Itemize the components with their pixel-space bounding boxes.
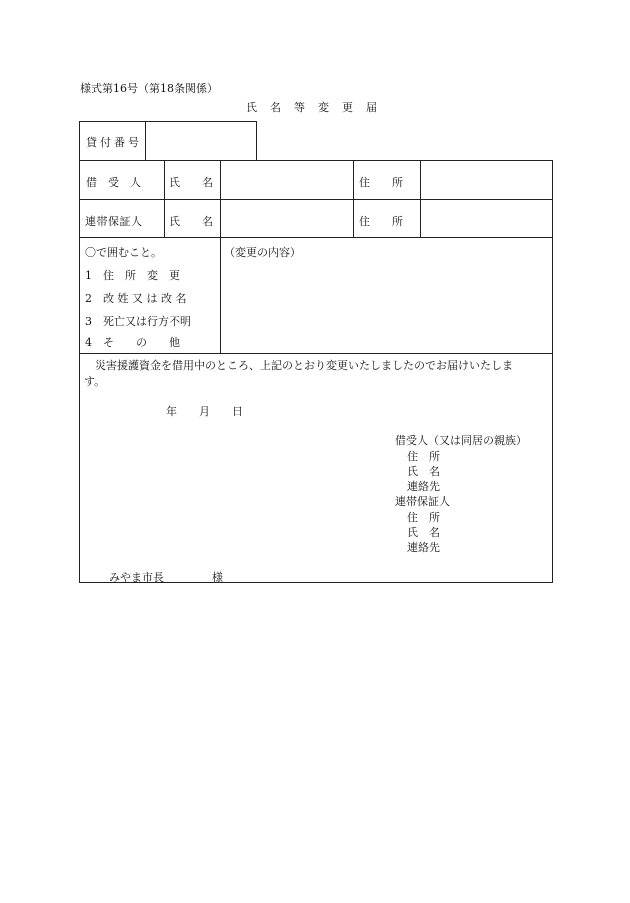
statement-line-1: 災害援護資金を借用中のところ、上記のとおり変更いたしましたのでお届けいたしま xyxy=(84,359,513,372)
option-address-change[interactable]: 1 住 所 変 更 xyxy=(85,269,180,282)
guarantor-name-field[interactable] xyxy=(222,201,352,236)
page-title: 氏 名 等 変 更 届 xyxy=(246,101,378,114)
option-name-change[interactable]: 2 改 姓 又 は 改 名 xyxy=(85,292,187,305)
borrower-address-field[interactable] xyxy=(422,162,551,198)
guarantor-label: 連帯保証人 xyxy=(85,215,143,228)
guarantor-heading: 連帯保証人 xyxy=(395,495,450,508)
circle-instruction: 〇で囲むこと。 xyxy=(85,246,162,259)
borrower-address-label: 住 所 xyxy=(359,176,403,189)
borrower-name-label: 氏 名 xyxy=(169,176,213,189)
addressee: みやま市長 xyxy=(109,571,164,584)
borrower-label: 借 受 人 xyxy=(86,176,141,189)
honorific: 様 xyxy=(212,571,223,584)
change-content-field[interactable] xyxy=(222,258,551,352)
loan-number-label: 貸付番号 xyxy=(86,136,142,149)
borrower-sign-name: 氏 名 xyxy=(407,465,440,478)
loan-number-field[interactable] xyxy=(147,123,255,160)
change-content-label: （変更の内容） xyxy=(224,246,301,259)
form-number: 様式第16号（第18条関係） xyxy=(80,82,218,95)
borrower-sign-contact: 連絡先 xyxy=(407,480,440,493)
guarantor-sign-contact: 連絡先 xyxy=(407,541,440,554)
guarantor-name-label: 氏 名 xyxy=(169,215,213,228)
statement-line-2: す。 xyxy=(84,375,106,388)
guarantor-address-label: 住 所 xyxy=(359,215,403,228)
guarantor-address-field[interactable] xyxy=(422,201,551,236)
date-line: 年 月 日 xyxy=(166,405,243,418)
borrower-name-field[interactable] xyxy=(222,162,352,198)
borrower-sign-address: 住 所 xyxy=(407,450,440,463)
option-death-missing[interactable]: 3 死亡又は行方不明 xyxy=(85,315,191,328)
option-other[interactable]: 4 そ の 他 xyxy=(85,336,180,349)
borrower-heading: 借受人（又は同居の親族） xyxy=(395,434,527,447)
guarantor-sign-name: 氏 名 xyxy=(407,526,440,539)
guarantor-sign-address: 住 所 xyxy=(407,511,440,524)
